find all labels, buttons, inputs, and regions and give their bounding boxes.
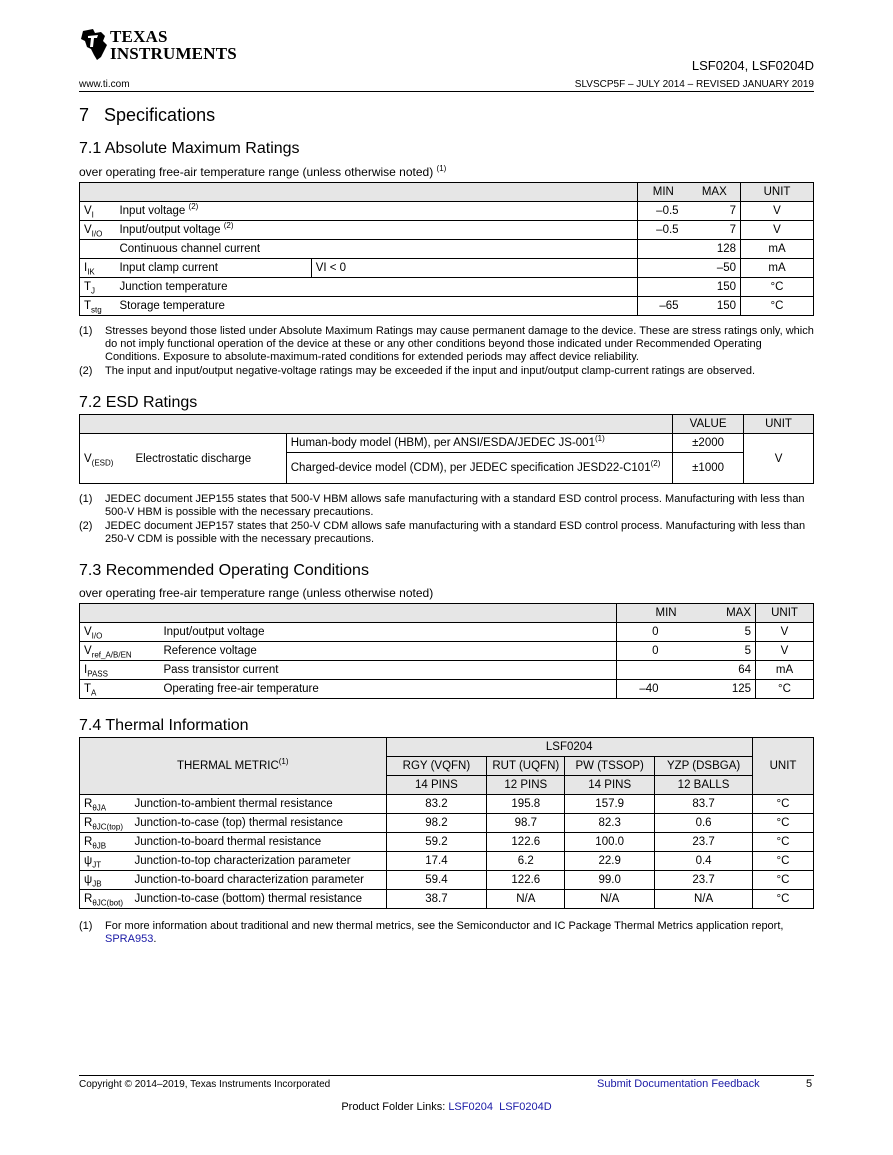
value-cell: N/A xyxy=(655,890,753,909)
max-cell: –50 xyxy=(689,259,741,278)
esd-table xyxy=(79,414,814,484)
parameter-cell: Junction-to-board thermal resistance xyxy=(130,833,386,852)
value-cell: 122.6 xyxy=(487,833,565,852)
lsf0204d-link[interactable]: LSF0204D xyxy=(499,1101,552,1113)
min-cell: –0.5 xyxy=(638,202,689,221)
value-cell: 59.4 xyxy=(386,871,487,890)
submit-feedback-link[interactable]: Submit Documentation Feedback xyxy=(597,1078,760,1090)
abs-max-footnote-2: (2) The input and input/output negative-voltage ratings may be exceeded if the input and input/output clamp-current ratings are observed. xyxy=(79,365,756,377)
value-cell: 157.9 xyxy=(565,795,655,814)
esd-footnote-2: (2) JEDEC document JEP157 states that 250-V CDM allows safe manufacturing with a standard ESD control process. Manufacturing with less than 250-V CDM is possible with the necessary precautions. xyxy=(79,520,806,545)
max-cell: 5 xyxy=(689,642,756,661)
min-cell: –65 xyxy=(638,297,689,316)
esd-hbm-value: ±2000 xyxy=(673,434,744,453)
esd-hbm-condition: Human-body model (HBM), per ANSI/ESDA/JEDEC JS-001$^{(1)}$ xyxy=(286,434,672,453)
parameter-cell: Junction-to-top characterization parameter xyxy=(130,852,386,871)
esd-cdm-condition: Charged-device model (CDM), per JEDEC specification JESD22-C101$^{(2)}$ xyxy=(286,453,672,484)
esd-param: Electrostatic discharge xyxy=(131,434,286,484)
symbol-cell xyxy=(80,240,116,259)
thermal-table xyxy=(79,737,814,909)
ti-logo-icon xyxy=(79,27,109,63)
value-cell: N/A xyxy=(565,890,655,909)
min-cell: –0.5 xyxy=(638,221,689,240)
max-cell: 128 xyxy=(689,240,741,259)
table-row xyxy=(80,852,814,871)
table-row xyxy=(80,890,814,909)
min-cell xyxy=(638,240,689,259)
unit-cell: °C xyxy=(753,814,814,833)
header-rule xyxy=(79,91,814,92)
symbol-cell: $V_{I/O}$ xyxy=(80,221,116,240)
table-row xyxy=(80,202,814,221)
pins-header: 12 BALLS xyxy=(655,776,753,795)
unit-cell: °C xyxy=(753,852,814,871)
spra953-link[interactable]: SPRA953 xyxy=(105,933,154,945)
unit-header: UNIT xyxy=(753,738,814,795)
table-row xyxy=(80,278,814,297)
unit-cell: mA xyxy=(741,240,814,259)
table-row xyxy=(80,814,814,833)
value-cell: 195.8 xyxy=(487,795,565,814)
min-cell xyxy=(638,259,689,278)
table-row xyxy=(80,680,814,699)
parameter-cell: Input/output voltage xyxy=(159,623,616,642)
pins-header: 14 PINS xyxy=(386,776,487,795)
symbol-cell: $V_I$ xyxy=(80,202,116,221)
esd-footnote-1: (1) JEDEC document JEP155 states that 500-V HBM allows safe manufacturing with a standard ESD control process. Manufacturing with less than 500-V HBM is possible with the necessary precautions. xyxy=(79,493,805,518)
esd-unit: V xyxy=(744,434,814,484)
value-cell: 23.7 xyxy=(655,871,753,890)
page-number: 5 xyxy=(806,1078,813,1090)
roc-subtitle: over operating free-air temperature range (unless otherwise noted) xyxy=(79,586,434,600)
max-cell: 5 xyxy=(689,623,756,642)
unit-cell: V xyxy=(741,221,814,240)
thermal-metric-header: THERMAL METRIC$^{(1)}$ xyxy=(80,738,387,795)
section-title: 7 Specifications xyxy=(79,105,216,125)
table-row xyxy=(80,434,814,453)
value-cell: 59.2 xyxy=(386,833,487,852)
unit-cell: mA xyxy=(756,661,814,680)
value-cell: 22.9 xyxy=(565,852,655,871)
pins-header: 14 PINS xyxy=(565,776,655,795)
parameter-cell: Storage temperature xyxy=(115,297,637,316)
site-url[interactable]: www.ti.com xyxy=(79,79,130,90)
condition-cell: VI < 0 xyxy=(311,259,637,278)
symbol-cell: $I_{IK}$ xyxy=(80,259,116,278)
value-cell: 83.2 xyxy=(386,795,487,814)
part-numbers: LSF0204, LSF0204D xyxy=(691,58,814,73)
min-cell: –40 xyxy=(617,680,689,699)
unit-cell: °C xyxy=(756,680,814,699)
unit-cell: V xyxy=(741,202,814,221)
unit-cell: °C xyxy=(741,297,814,316)
package-header: YZP (DSBGA) xyxy=(655,757,753,776)
copyright: Copyright © 2014–2019, Texas Instruments Incorporated xyxy=(79,1079,331,1090)
parameter-cell: Junction-to-board characterization parameter xyxy=(130,871,386,890)
value-cell: N/A xyxy=(487,890,565,909)
parameter-cell: Reference voltage xyxy=(159,642,616,661)
table-row xyxy=(80,642,814,661)
symbol-cell: $V_{I/O}$ xyxy=(80,623,160,642)
pins-header: 12 PINS xyxy=(487,776,565,795)
value-cell: 122.6 xyxy=(487,871,565,890)
table-header-row: MIN MAX UNIT xyxy=(80,183,814,202)
table-row xyxy=(80,221,814,240)
esd-symbol: $V_{(ESD)}$ xyxy=(80,434,132,484)
table-header-row xyxy=(80,738,814,757)
unit-cell: °C xyxy=(753,795,814,814)
symbol-cell: $\psi_{JT}$ xyxy=(80,852,131,871)
parameter-cell: Pass transistor current xyxy=(159,661,616,680)
heading-abs-max: 7.1 Absolute Maximum Ratings xyxy=(79,140,300,157)
thermal-footnote: (1) For more information about traditional and new thermal metrics, see the Semiconductor and IC Package Thermal Metrics application report, SPRA953. xyxy=(79,920,784,945)
parameter-cell: Junction temperature xyxy=(115,278,637,297)
table-row xyxy=(80,795,814,814)
max-cell: 7 xyxy=(689,202,741,221)
parameter-cell: Junction-to-case (top) thermal resistance xyxy=(130,814,386,833)
value-cell: 98.2 xyxy=(386,814,487,833)
lsf0204-link[interactable]: LSF0204 xyxy=(448,1101,493,1113)
symbol-cell: $\psi_{JB}$ xyxy=(80,871,131,890)
heading-roc: 7.3 Recommended Operating Conditions xyxy=(79,562,369,579)
unit-cell: °C xyxy=(753,833,814,852)
min-cell xyxy=(617,661,689,680)
table-row xyxy=(80,297,814,316)
table-row xyxy=(80,259,814,278)
unit-cell: °C xyxy=(753,871,814,890)
parameter-cell: Input/output voltage $^{(2)}$ xyxy=(115,221,637,240)
symbol-cell: $V_{ref\_A/B/EN}$ xyxy=(80,642,160,661)
footer-rule xyxy=(79,1075,814,1076)
symbol-cell: $I_{PASS}$ xyxy=(80,661,160,680)
heading-esd: 7.2 ESD Ratings xyxy=(79,394,198,411)
ti-wordmark: TEXAS INSTRUMENTS xyxy=(110,27,237,63)
symbol-cell: $R_{\theta JB}$ xyxy=(80,833,131,852)
parameter-cell: Operating free-air temperature xyxy=(159,680,616,699)
max-cell: 7 xyxy=(689,221,741,240)
table-row xyxy=(80,833,814,852)
max-cell: 64 xyxy=(689,661,756,680)
unit-cell: mA xyxy=(741,259,814,278)
symbol-cell: $R_{\theta JC(top)}$ xyxy=(80,814,131,833)
parameter-cell: Junction-to-ambient thermal resistance xyxy=(130,795,386,814)
device-header: LSF0204 xyxy=(386,738,753,757)
value-cell: 99.0 xyxy=(565,871,655,890)
esd-cdm-value: ±1000 xyxy=(673,453,744,484)
table-row xyxy=(80,623,814,642)
max-cell: 125 xyxy=(689,680,756,699)
value-cell: 23.7 xyxy=(655,833,753,852)
table-row xyxy=(80,871,814,890)
document-id: SLVSCP5F – JULY 2014 – REVISED JANUARY 2019 xyxy=(574,79,814,90)
unit-cell: °C xyxy=(753,890,814,909)
value-cell: 82.3 xyxy=(565,814,655,833)
package-header: PW (TSSOP) xyxy=(565,757,655,776)
parameter-cell: Continuous channel current xyxy=(115,240,637,259)
parameter-cell: Input clamp current xyxy=(115,259,311,278)
value-cell: 38.7 xyxy=(386,890,487,909)
abs-max-footnote-1: (1) Stresses beyond those listed under Absolute Maximum Ratings may cause permanent damage to the device. These are stress ratings only, which do not imply functional operation of the device at these or any other conditions beyond those indicated under Recommended Operating Conditions. Exposure to absolute-maximum-rated conditions for extended periods may affect device reliability. xyxy=(79,325,814,363)
parameter-cell: Input voltage $^{(2)}$ xyxy=(115,202,637,221)
table-header-row: VALUE UNIT xyxy=(80,415,814,434)
value-cell: 100.0 xyxy=(565,833,655,852)
abs-max-subtitle: over operating free-air temperature range (unless otherwise noted) $^{(1)}$ xyxy=(79,164,447,179)
package-header: RUT (UQFN) xyxy=(487,757,565,776)
symbol-cell: $T_A$ xyxy=(80,680,160,699)
symbol-cell: $R_{\theta JA}$ xyxy=(80,795,131,814)
max-cell: 150 xyxy=(689,297,741,316)
value-cell: 17.4 xyxy=(386,852,487,871)
package-header: RGY (VQFN) xyxy=(386,757,487,776)
value-cell: 6.2 xyxy=(487,852,565,871)
value-cell: 0.6 xyxy=(655,814,753,833)
unit-cell: °C xyxy=(741,278,814,297)
table-row xyxy=(80,661,814,680)
max-cell: 150 xyxy=(689,278,741,297)
parameter-cell: Junction-to-case (bottom) thermal resistance xyxy=(130,890,386,909)
roc-table xyxy=(79,603,814,699)
table-header-row: MIN MAX UNIT xyxy=(80,604,814,623)
value-cell: 0.4 xyxy=(655,852,753,871)
symbol-cell: $T_{stg}$ xyxy=(80,297,116,316)
product-folder-links: Product Folder Links: LSF0204 LSF0204D xyxy=(341,1101,552,1113)
symbol-cell: $T_J$ xyxy=(80,278,116,297)
min-cell: 0 xyxy=(617,642,689,661)
heading-thermal: 7.4 Thermal Information xyxy=(79,717,249,734)
value-cell: 83.7 xyxy=(655,795,753,814)
symbol-cell: $R_{\theta JC(bot)}$ xyxy=(80,890,131,909)
min-cell xyxy=(638,278,689,297)
min-cell: 0 xyxy=(617,623,689,642)
unit-cell: V xyxy=(756,623,814,642)
value-cell: 98.7 xyxy=(487,814,565,833)
unit-cell: V xyxy=(756,642,814,661)
abs-max-table xyxy=(79,182,814,316)
table-row xyxy=(80,240,814,259)
